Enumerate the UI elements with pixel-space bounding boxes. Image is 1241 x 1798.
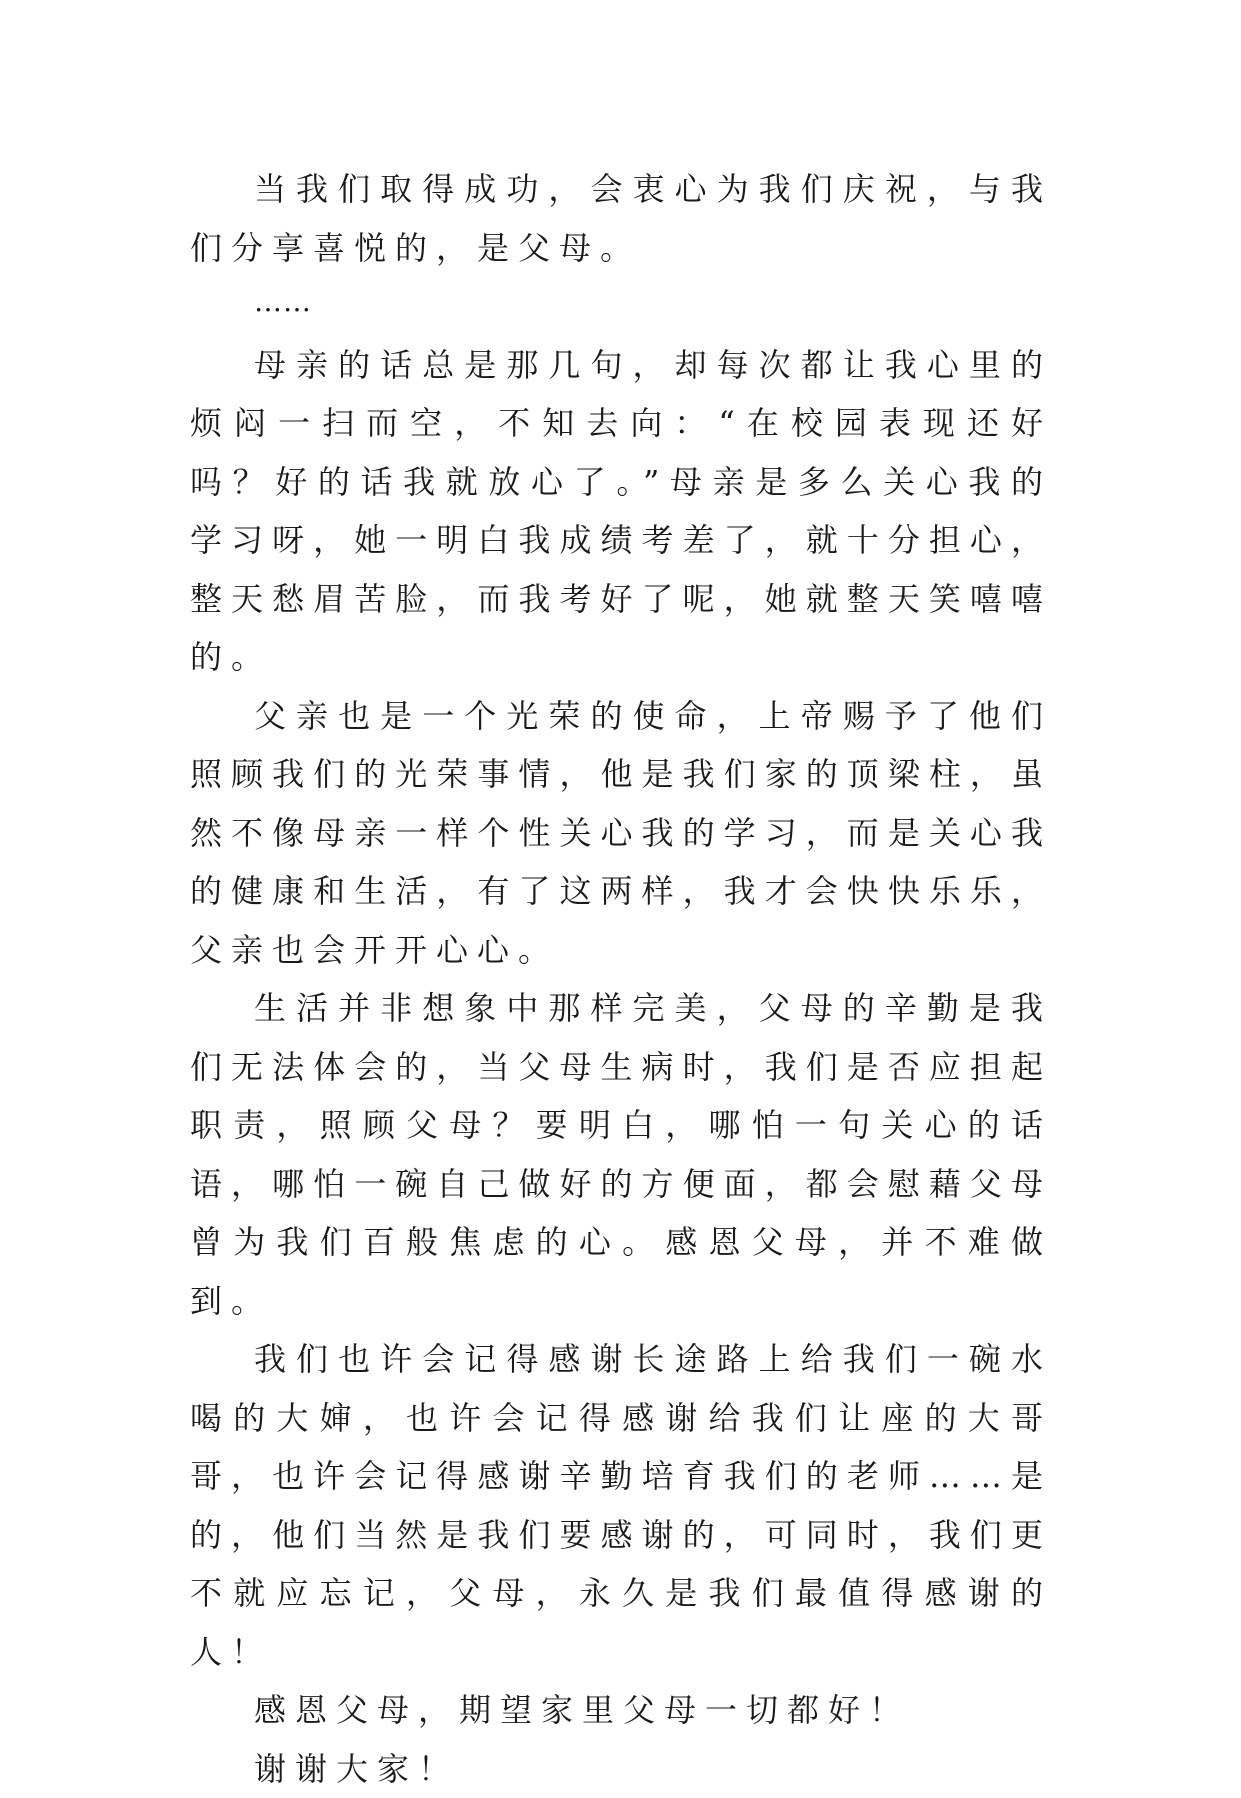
paragraph-life: 生活并非想象中那样完美，父母的辛勤是我们无法体会的，当父母生病时，我们是否应担起职责，照顾父母？要明白，哪怕一句关心的话语，哪怕一碗自己做好的方便面，都会慰藉父母曾为我们百般焦虑的心。感恩父母，并不难做到。: [190, 979, 1052, 1330]
paragraph-wish: 感恩父母，期望家里父母一切都好！: [190, 1681, 1052, 1740]
paragraph-success: 当我们取得成功，会衷心为我们庆祝，与我们分享喜悦的，是父母。: [190, 160, 1052, 277]
paragraph-ellipsis: ……: [190, 277, 1052, 336]
paragraph-thanks: 谢谢大家！: [190, 1740, 1052, 1798]
document-body: [190, 160, 1052, 1798]
paragraph-father: 父亲也是一个光荣的使命，上帝赐予了他们照顾我们的光荣事情，他是我们家的顶梁柱，虽然不像母亲一样个性关心我的学习，而是关心我的健康和生活，有了这两样，我才会快快乐乐，父亲也会开开心心。: [190, 687, 1052, 980]
paragraph-gratitude: 我们也许会记得感谢长途路上给我们一碗水喝的大婶，也许会记得感谢给我们让座的大哥哥，也许会记得感谢辛勤培育我们的老师……是的，他们当然是我们要感谢的，可同时，我们更不就应忘记，父母，永久是我们最值得感谢的人！: [190, 1330, 1052, 1681]
paragraph-mother: 母亲的话总是那几句，却每次都让我心里的烦闷一扫而空，不知去向：“在校园表现还好吗？好的话我就放心了。”母亲是多么关心我的学习呀，她一明白我成绩考差了，就十分担心，整天愁眉苦脸，而我考好了呢，她就整天笑嘻嘻的。: [190, 336, 1052, 687]
